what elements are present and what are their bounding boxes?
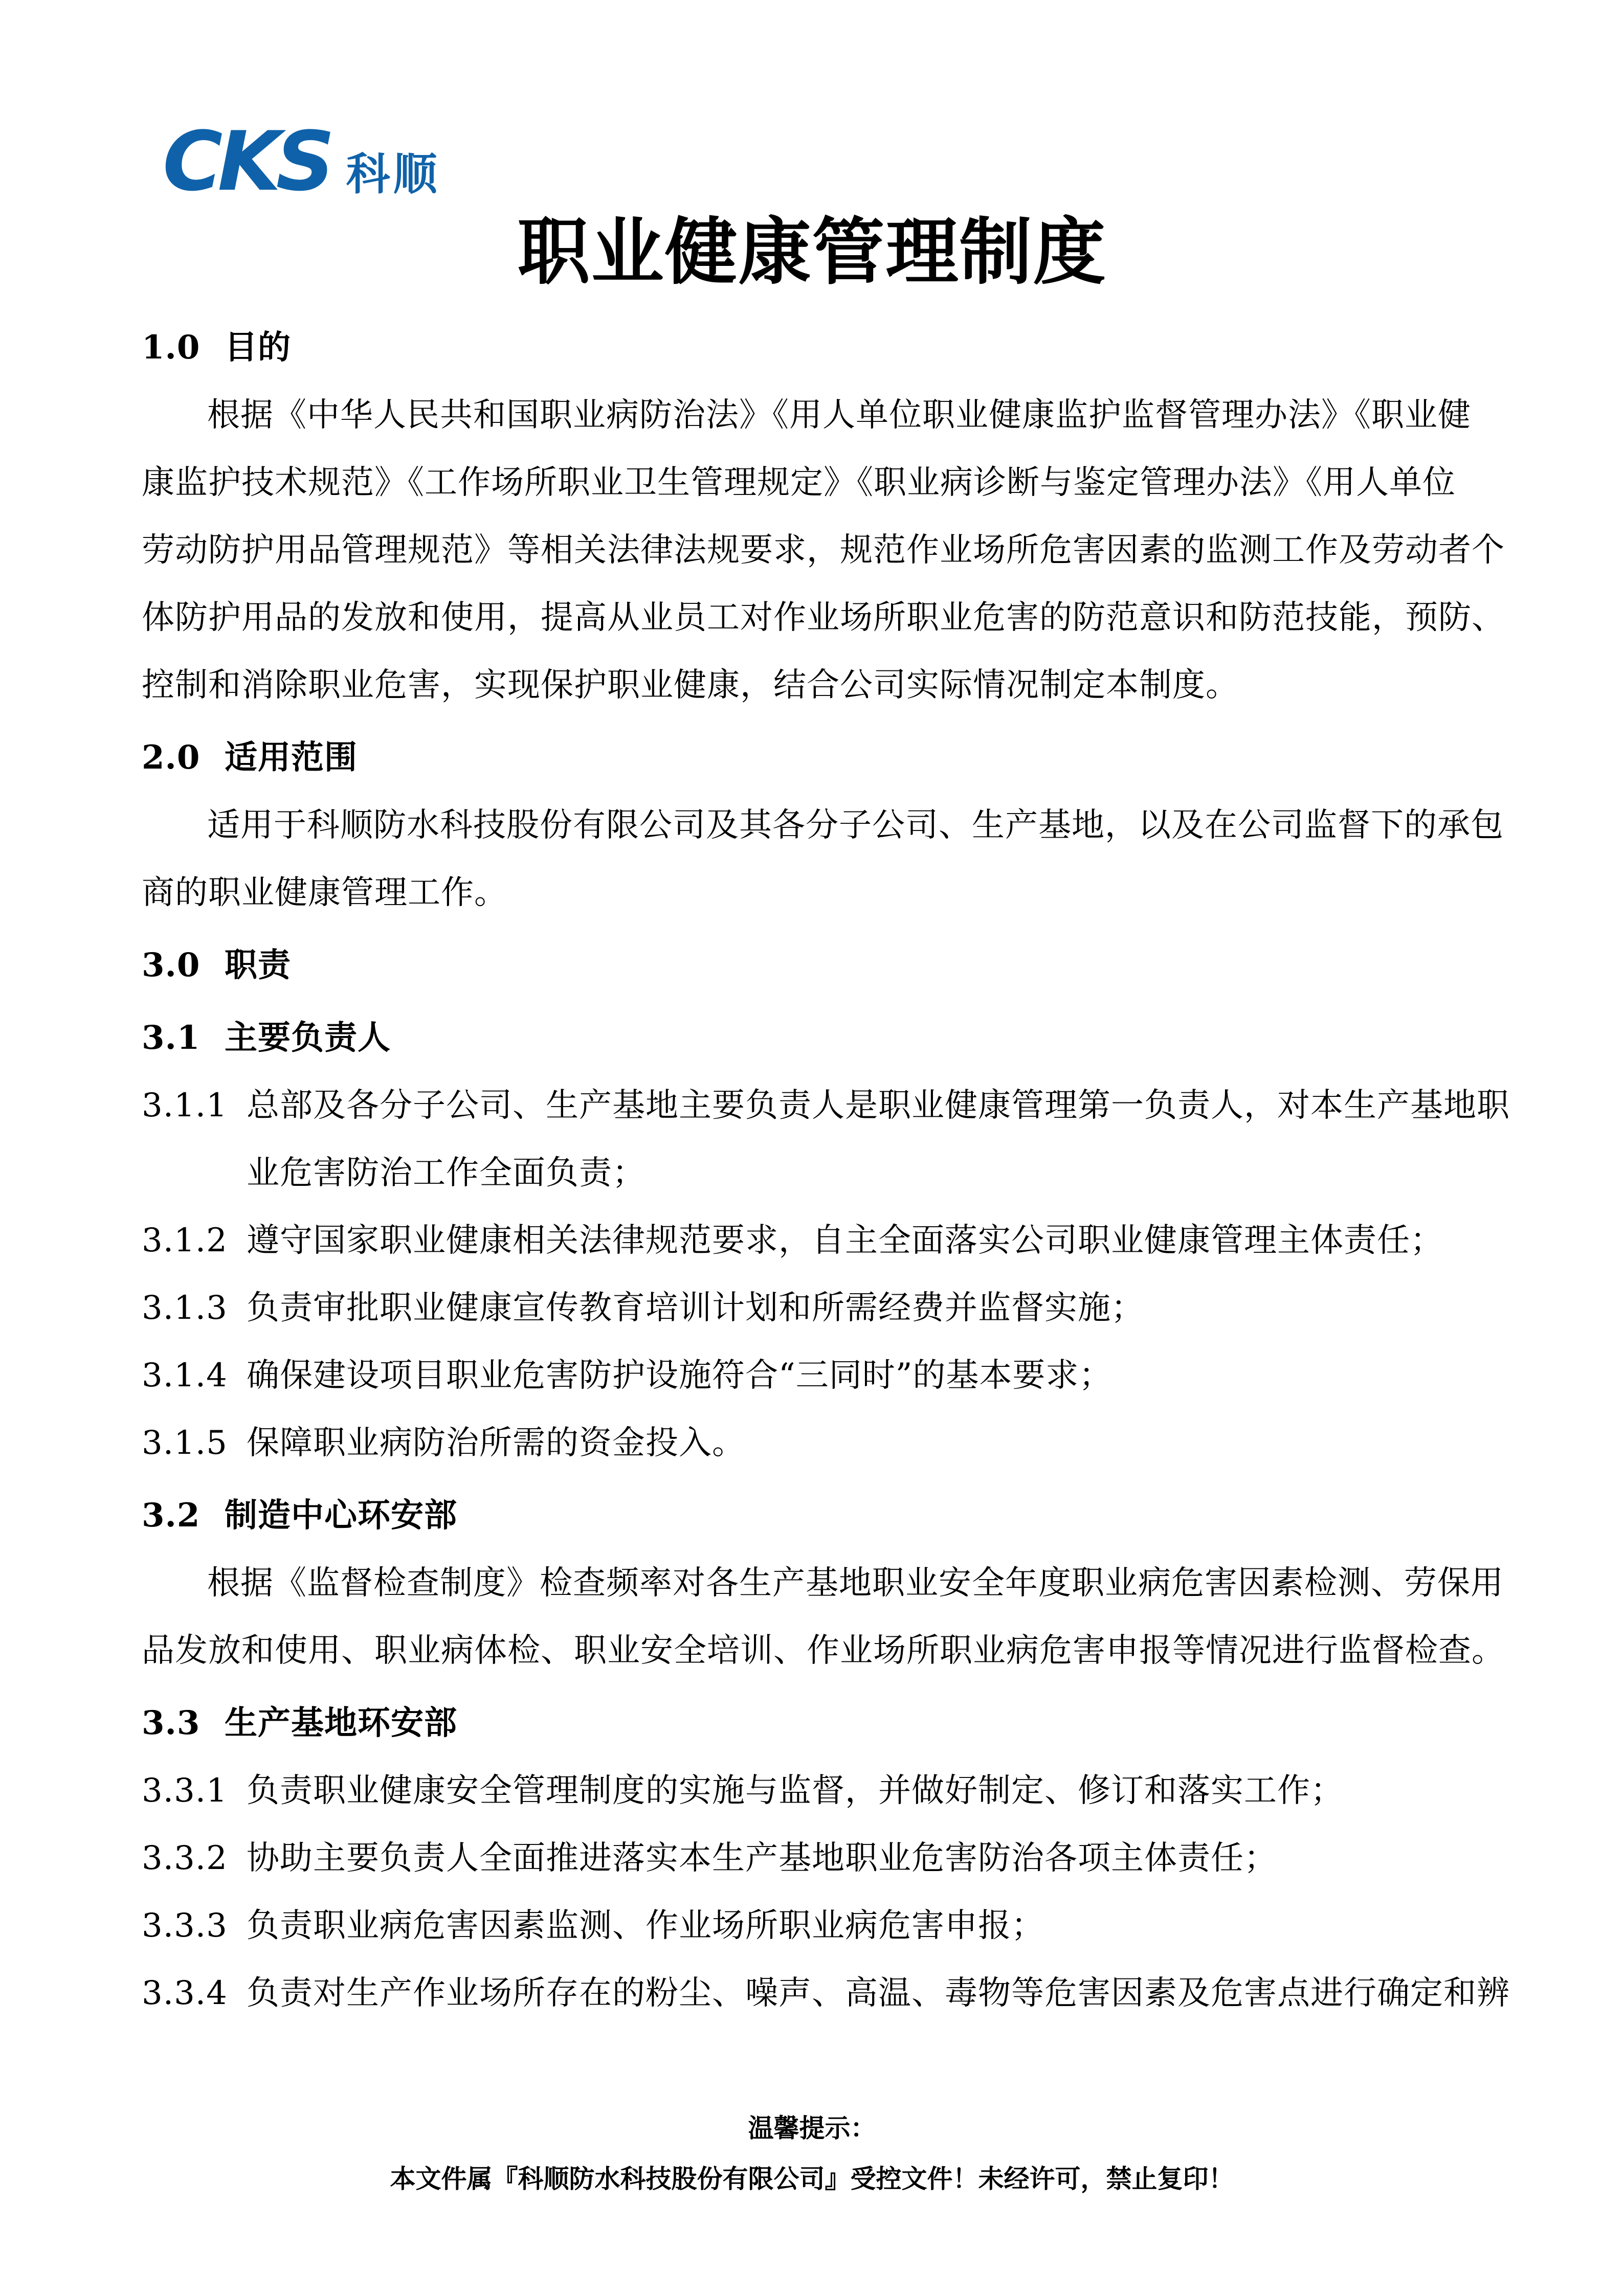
item-text-line: 总部及各分子公司、生产基地主要负责人是职业健康管理第一负责人，对本生产基地职 (247, 1087, 1510, 1124)
section-number: 1.0 (142, 328, 201, 367)
footer-notice (0, 2103, 1624, 2204)
item-text-line: 协助主要负责人全面推进落实本生产基地职业危害防治各项主体责任； (247, 1839, 1277, 1877)
page-title: 职业健康管理制度 (517, 210, 1107, 295)
item-number: 3.3.3 (142, 1907, 228, 1945)
section-heading-3-1 (142, 1004, 1492, 1072)
paragraph (142, 381, 1505, 719)
list-item-3-1-4 (142, 1342, 1492, 1409)
paragraph-line: 根据《监督检查制度》检查频率对各生产基地职业安全年度职业病危害因素检测、劳保用 (207, 1564, 1504, 1602)
item-text-line: 负责职业病危害因素监测、作业场所职业病危害申报； (247, 1907, 1044, 1945)
list-item-3-1-2 (142, 1207, 1492, 1274)
paragraph-line: 康监护技术规范》《工作场所职业卫生管理规定》《职业病诊断与鉴定管理办法》《用人单位 (142, 464, 1456, 502)
paragraph-line: 控制和消除职业危害，实现保护职业健康，结合公司实际情况制定本制度。 (142, 666, 1239, 704)
section-heading-2-0 (142, 724, 1492, 792)
paragraph-line: 品发放和使用、职业病体检、职业安全培训、作业场所职业病危害申报等情况进行监督检查。 (142, 1632, 1505, 1670)
paragraph-line: 商的职业健康管理工作。 (142, 874, 507, 912)
item-text (247, 1892, 1492, 1960)
item-text (247, 1409, 1492, 1477)
item-text (247, 1825, 1492, 1892)
paragraph-line: 根据《中华人民共和国职业病防治法》《用人单位职业健康监护监督管理办法》《职业健 (207, 396, 1471, 434)
section-heading-text: 目的 (225, 328, 291, 367)
item-number: 3.3.2 (142, 1839, 228, 1877)
section-heading-text: 主要负责人 (225, 1019, 391, 1057)
item-text-line: 负责审批职业健康宣传教育培训计划和所需经费并监督实施； (247, 1289, 1144, 1327)
section-heading-text: 制造中心环安部 (225, 1496, 457, 1535)
list-item-3-3-4 (142, 1960, 1510, 2027)
section-heading-text: 适用范围 (225, 738, 358, 777)
section-heading-3-3 (142, 1690, 1492, 1757)
item-text-line: 确保建设项目职业危害防护设施符合“三同时”的基本要求； (247, 1357, 1113, 1394)
item-number: 3.1.2 (142, 1222, 228, 1259)
document-body (142, 309, 1510, 2027)
item-number: 3.1.1 (142, 1087, 228, 1124)
item-number: 3.1.5 (142, 1424, 228, 1462)
section-number: 3.3 (142, 1704, 201, 1742)
list-item-3-1-1 (142, 1072, 1510, 1207)
section-heading-text: 职责 (225, 946, 291, 984)
section-heading-text: 生产基地环安部 (225, 1704, 457, 1742)
paragraph (142, 1549, 1505, 1684)
footer-controlled-doc-text: 本文件属『科顺防水科技股份有限公司』受控文件！未经许可，禁止复印！ (390, 2164, 1234, 2194)
section-number: 3.1 (142, 1019, 201, 1057)
logo-keshun-text: 科顺 (346, 149, 440, 200)
paragraph-line: 体防护用品的发放和使用，提高从业员工对作业场所职业危害的防范意识和防范技能，预防、 (142, 599, 1505, 637)
paragraph (142, 792, 1504, 927)
item-text-line: 负责对生产作业场所存在的粉尘、噪声、高温、毒物等危害因素及危害点进行确定和辨 (247, 1974, 1510, 2012)
item-text (247, 1342, 1492, 1409)
cks-logo (163, 114, 440, 209)
item-text (247, 1757, 1492, 1825)
item-number: 3.3.4 (142, 1974, 228, 2012)
item-number: 3.1.4 (142, 1357, 228, 1394)
section-number: 3.0 (142, 946, 201, 984)
list-item-3-3-3 (142, 1892, 1492, 1960)
section-heading-3-2 (142, 1482, 1492, 1549)
list-item-3-3-1 (142, 1757, 1492, 1825)
item-text-line: 负责职业健康安全管理制度的实施与监督，并做好制定、修订和落实工作； (247, 1772, 1344, 1810)
item-text-line: 遵守国家职业健康相关法律规范要求，自主全面落实公司职业健康管理主体责任； (247, 1222, 1443, 1259)
list-item-3-3-2 (142, 1825, 1492, 1892)
section-number: 2.0 (142, 738, 201, 777)
item-text-line: 保障职业病防治所需的资金投入。 (247, 1424, 745, 1462)
item-text (247, 1274, 1492, 1342)
item-number: 3.3.1 (142, 1772, 228, 1810)
section-number: 3.2 (142, 1496, 201, 1535)
footer-tip-label: 温馨提示： (748, 2113, 876, 2143)
item-text (247, 1960, 1510, 2027)
section-heading-1-0 (142, 314, 1492, 381)
item-text (247, 1072, 1510, 1207)
list-item-3-1-3 (142, 1274, 1492, 1342)
item-number: 3.1.3 (142, 1289, 228, 1327)
logo-cks-text: CKS (163, 114, 330, 209)
item-text (247, 1207, 1492, 1274)
paragraph-line: 劳动防护用品管理规范》等相关法律法规要求，规范作业场所危害因素的监测工作及劳动者个 (142, 531, 1505, 569)
item-text-line: 业危害防治工作全面负责； (247, 1154, 646, 1192)
paragraph-line: 适用于科顺防水科技股份有限公司及其各分子公司、生产基地，以及在公司监督下的承包 (207, 806, 1504, 844)
section-heading-3-0 (142, 932, 1492, 999)
list-item-3-1-5 (142, 1409, 1492, 1477)
